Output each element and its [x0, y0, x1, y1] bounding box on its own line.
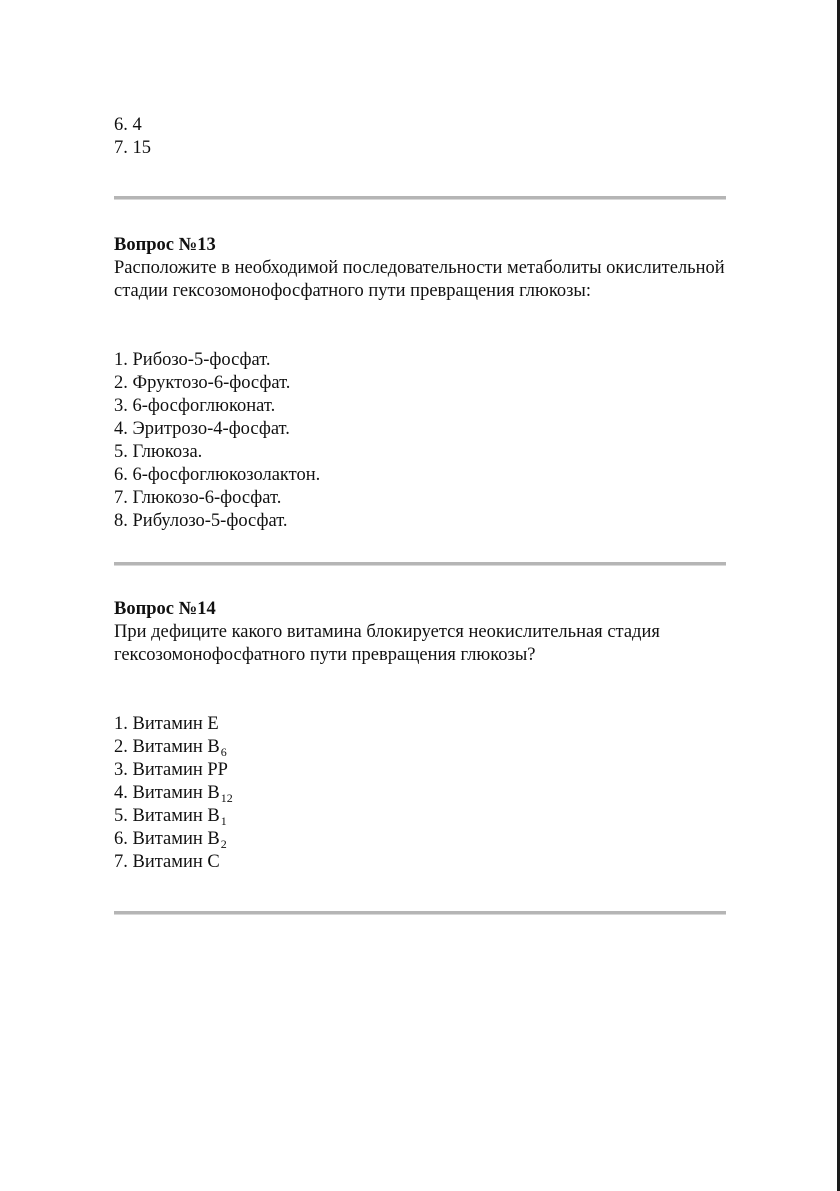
option-item: 8. Рибулозо-5-фосфат. — [114, 511, 288, 531]
option-item — [114, 805, 726, 828]
option-item: 6. 6-фосфоглюкозолактон. — [114, 465, 321, 485]
option-item — [114, 759, 726, 782]
option-label: 6. Витамин B — [114, 829, 220, 849]
option-item — [114, 736, 726, 759]
option-subscript: 12 — [220, 791, 233, 805]
previous-answer-7: 7. 15 — [114, 138, 151, 158]
option-label: 4. Витамин B — [114, 783, 220, 803]
question-14-title: Вопрос №14 — [114, 599, 216, 619]
option-label: 2. Витамин B — [114, 737, 220, 757]
option-subscript: 2 — [220, 837, 227, 851]
option-label: 7. Витамин C — [114, 852, 220, 872]
document-content — [114, 114, 726, 915]
option-item: 3. 6-фосфоглюконат. — [114, 396, 276, 416]
question-13-title: Вопрос №13 — [114, 235, 216, 255]
option-item: 4. Эритрозо-4-фосфат. — [114, 419, 290, 439]
question-13-text: Расположите в необходимой последовательности метаболиты окислительной стадии гексозомонофосфатного пути превращения глюкозы: — [114, 258, 725, 301]
option-item: 5. Глюкоза. — [114, 442, 203, 462]
option-subscript: 1 — [220, 814, 227, 828]
option-item: 1. Рибозо-5-фосфат. — [114, 350, 271, 370]
question-14 — [114, 598, 726, 874]
question-14-options — [114, 713, 726, 874]
option-item — [114, 713, 726, 736]
option-item: 7. Глюкозо-6-фосфат. — [114, 488, 282, 508]
option-label: 1. Витамин E — [114, 714, 219, 734]
option-item — [114, 782, 726, 805]
option-item — [114, 851, 726, 874]
section-divider — [114, 911, 726, 915]
question-14-text: При дефиците какого витамина блокируется неокислительная стадия гексозомонофосфатного пути превращения глюкозы? — [114, 622, 660, 665]
previous-answer-6: 6. 4 — [114, 115, 142, 135]
question-13-options — [114, 349, 726, 533]
question-13 — [114, 234, 726, 533]
option-label: 5. Витамин B — [114, 806, 220, 826]
option-item: 2. Фруктозо-6-фосфат. — [114, 373, 291, 393]
option-subscript: 6 — [220, 745, 227, 759]
option-item — [114, 828, 726, 851]
option-label: 3. Витамин PP — [114, 760, 228, 780]
